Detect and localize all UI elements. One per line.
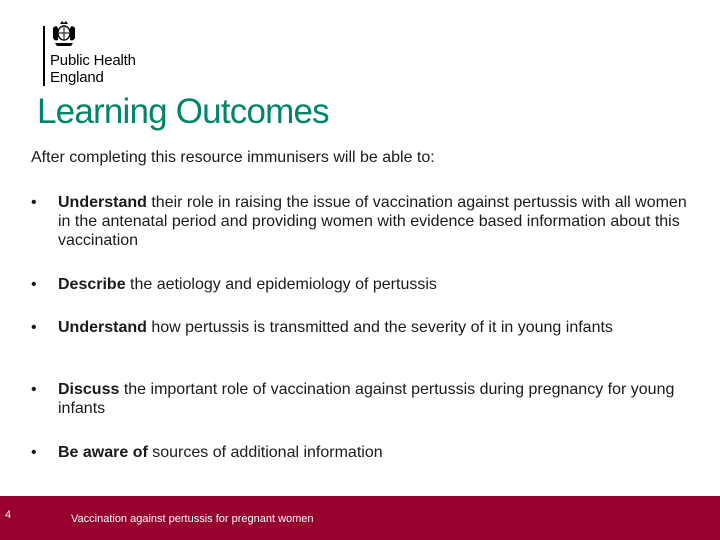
phe-logo (40, 20, 180, 90)
bullet-icon: • (31, 276, 37, 293)
outcome-text (58, 275, 691, 294)
logo-divider (43, 26, 45, 86)
outcome-text (58, 318, 691, 337)
page-number: 4 (5, 509, 12, 521)
outcome-text (58, 193, 691, 250)
outcome-verb: Understand (58, 194, 147, 211)
outcome-text (58, 443, 691, 462)
outcome-item (31, 275, 691, 294)
outcome-item (31, 193, 691, 250)
outcome-description: the aetiology and epidemiology of pertussis (125, 276, 437, 293)
royal-coat-of-arms-icon (50, 20, 78, 48)
outcome-verb: Discuss (58, 381, 120, 398)
outcome-verb: Describe (58, 276, 126, 293)
outcome-description: sources of additional information (147, 444, 383, 461)
footer-text: Vaccination against pertussis for pregnant women (71, 513, 314, 525)
bullet-icon: • (31, 194, 37, 211)
organisation-name-line2: England (50, 69, 104, 86)
outcome-description: the important role of vaccination against pertussis during pregnancy for young infants (58, 381, 675, 417)
outcome-description: how pertussis is transmitted and the severity of it in young infants (146, 319, 613, 336)
slide-footer (0, 496, 720, 540)
outcome-item (31, 443, 691, 462)
organisation-name (50, 52, 136, 86)
outcome-description: their role in raising the issue of vaccination against pertussis with all women in the antenatal period and providing women with evidence based information about this vaccination (58, 194, 687, 249)
intro-text: After completing this resource immunisers will be able to: (31, 149, 435, 166)
slide-title: Learning Outcomes (37, 92, 329, 131)
outcome-text (58, 380, 691, 418)
bullet-icon: • (31, 381, 37, 398)
outcome-item (31, 380, 691, 418)
bullet-icon: • (31, 319, 37, 336)
organisation-name-line1: Public Health (50, 52, 136, 69)
outcome-item (31, 318, 691, 337)
bullet-icon: • (31, 444, 37, 461)
outcome-verb: Understand (58, 319, 147, 336)
outcome-verb: Be aware of (58, 444, 148, 461)
